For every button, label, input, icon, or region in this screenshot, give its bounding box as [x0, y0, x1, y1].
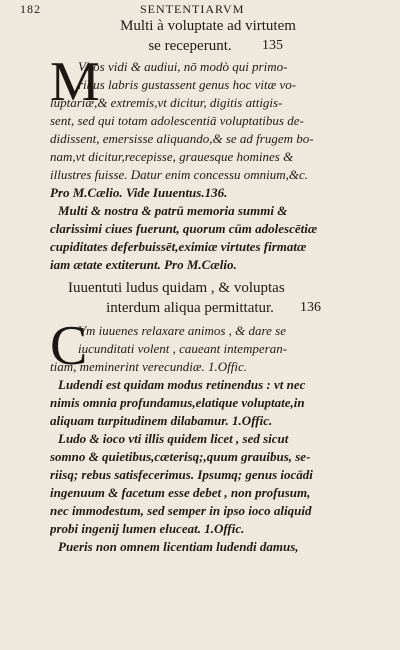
- section-136-line-8: somno & quietibus,cæterisq;,quum grauibus, se-: [50, 449, 311, 464]
- section-135-line-9: Multi & nostra & patrū memoria summi &: [58, 203, 288, 218]
- section-135-line-2: ribus labris gustassent genus hoc vitæ vo-: [78, 77, 297, 92]
- section-136-title-line-1: Iuuentuti ludus quidam , & voluptas: [68, 280, 285, 296]
- running-head: SENTENTIARVM: [140, 2, 245, 16]
- section-136-line-12: probi ingenij lumen eluceat. 1.Offic.: [50, 521, 245, 536]
- section-136-line-6: aliquam turpitudinem dilabamur. 1.Offic.: [50, 413, 273, 428]
- section-135-line-10: clarissimi ciues fuerunt, quorum cūm adolescētiæ: [50, 221, 318, 236]
- section-136-line-5: nimis omnia profundamus,elatique voluptate,in: [50, 395, 305, 410]
- section-135-line-4: sent, sed qui totam adolescentiā voluptatibus de-: [50, 113, 304, 128]
- section-135-title-line-2: se receperunt.: [148, 38, 232, 54]
- section-136-line-9: riisq; rebus satisfecerimus. Ipsumq; genus iocādi: [50, 467, 313, 482]
- section-136-line-2: iucunditati volent , caueant intemperan-: [78, 341, 288, 356]
- section-135-line-8: Pro M.Cælio. Vide Iuuentus.136.: [50, 185, 228, 200]
- section-136-title-line-2: interdum aliqua permittatur.: [106, 300, 274, 316]
- section-136-line-1: Vm iuuenes relaxare animos , & dare se: [78, 323, 286, 338]
- section-136-line-4: Ludendi est quidam modus retinendus : vt nec: [58, 377, 306, 392]
- section-136-line-11: nec immodestum, sed semper in ipso ioco aliquid: [50, 503, 312, 518]
- section-136-line-3: tiam, meminerint verecundiæ. 1.Offic.: [50, 359, 248, 374]
- section-136-line-10: ingenuum & facetum esse debet , non profusum,: [50, 485, 311, 500]
- section-135-line-12: iam ætate extiterunt. Pro M.Cælio.: [50, 257, 237, 272]
- section-135-title-line-1: Multi à voluptate ad virtutem: [120, 18, 296, 34]
- section-135-number: 135: [262, 38, 283, 53]
- section-135-line-1: Vltos vidi & audiui, nō modò qui primo-: [78, 59, 288, 74]
- section-135-line-6: nam,vt dicitur,recepisse, grauesque homines &: [50, 149, 294, 164]
- section-136-line-7: Ludo & ioco vti illis quidem licet , sed sicut: [58, 431, 289, 446]
- section-136-number: 136: [300, 300, 321, 315]
- section-135-line-7: illustres fuisse. Datur enim concessu omnium,&c.: [50, 167, 309, 182]
- page-number: 182: [20, 2, 41, 16]
- section-136-line-13: Pueris non omnem licentiam ludendi damus,: [58, 539, 299, 554]
- section-135-line-11: cupiditates deferbuissēt,eximiæ virtutes firmatæ: [50, 239, 307, 254]
- section-135-line-5: didissent, emersisse aliquando,& se ad frugem bo-: [50, 131, 314, 146]
- dropcap-m: M: [50, 51, 100, 113]
- dropcap-c: C: [50, 315, 88, 377]
- section-135-line-3: luptariæ,& extremis,vt dicitur, digitis attigis-: [50, 95, 283, 110]
